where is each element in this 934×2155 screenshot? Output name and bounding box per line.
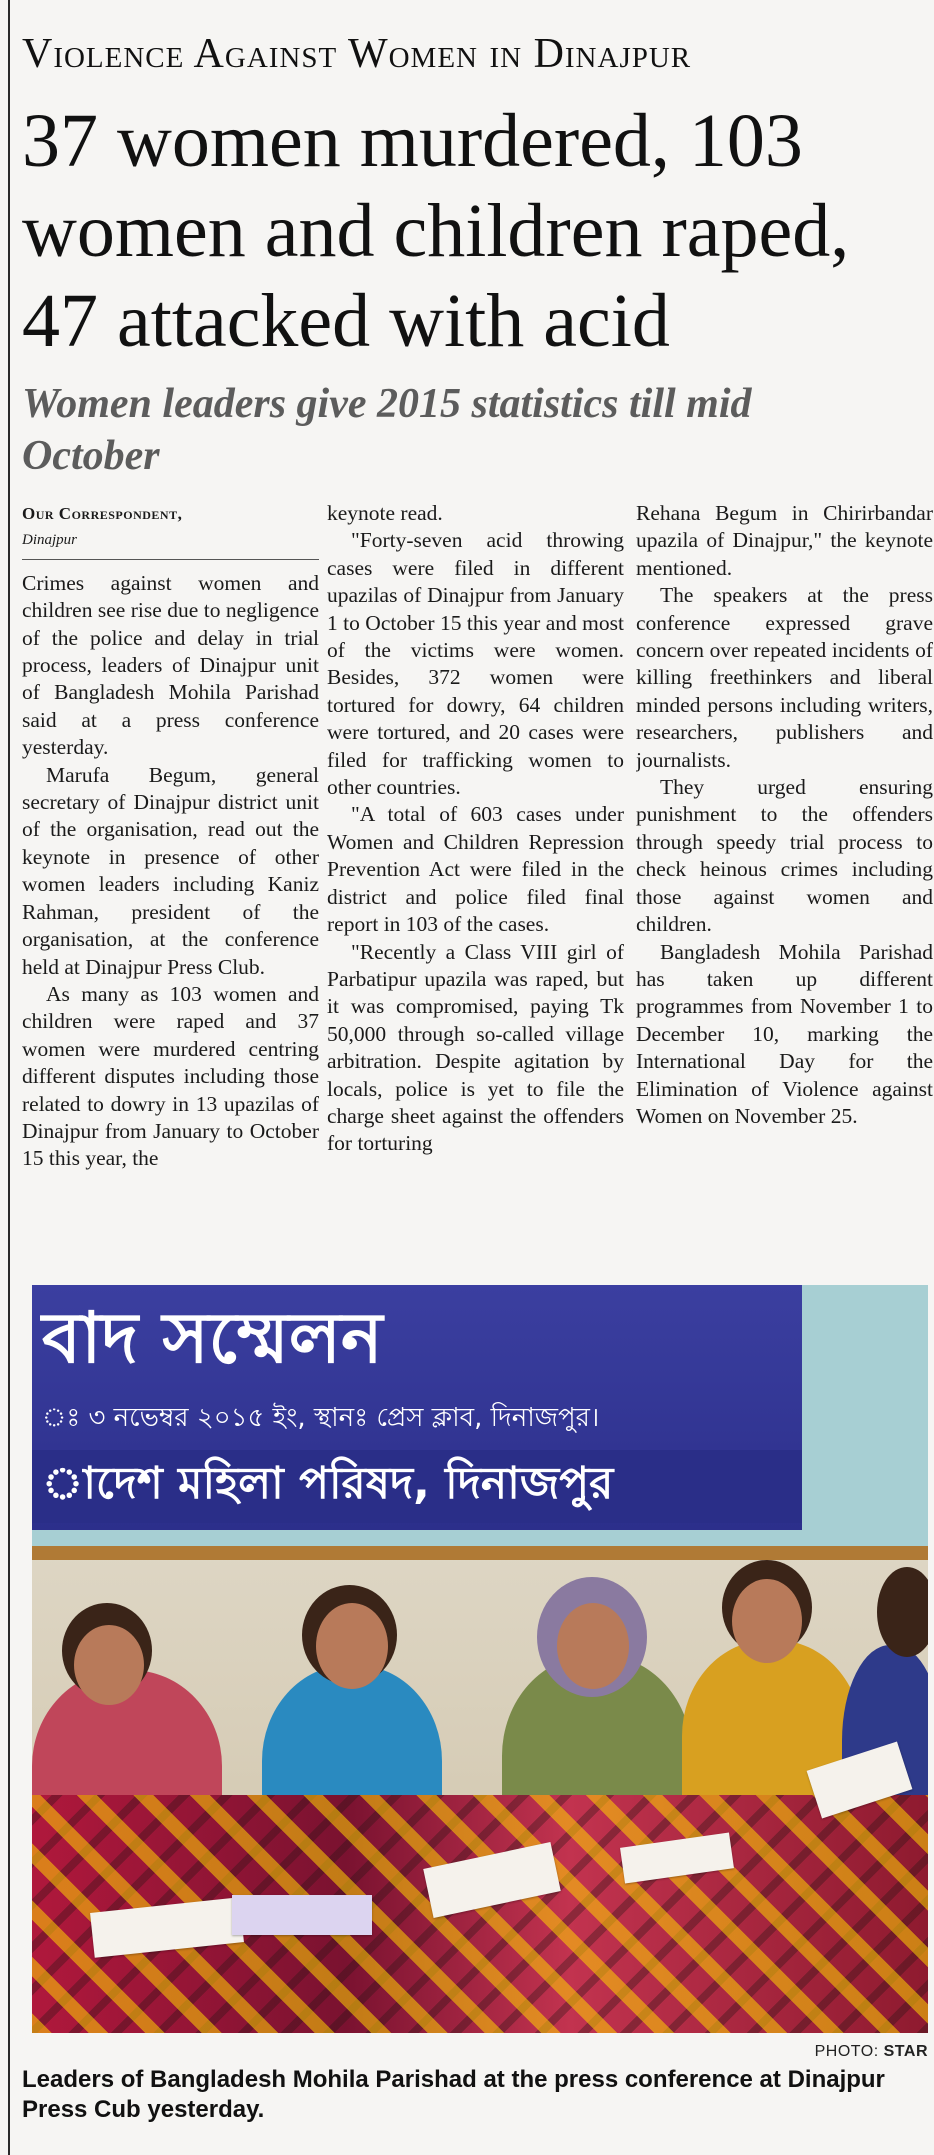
press-conference-photo bbox=[32, 1285, 928, 2033]
paragraph: They urged ensuring punishment to the offenders through speedy trial process to check heinous crimes including those against women and children. bbox=[636, 775, 933, 937]
woman-3-face bbox=[557, 1603, 629, 1689]
woman-5-hair bbox=[877, 1567, 928, 1657]
article-column-1 bbox=[22, 500, 319, 1270]
article-column-3 bbox=[636, 500, 933, 1270]
paragraph: Bangladesh Mohila Parishad has taken up different programmes from November 1 to December 10, marking the International Day for the Elimination of Violence against Women on November 25. bbox=[636, 939, 933, 1128]
woman-2-face bbox=[316, 1603, 388, 1689]
woman-4-face bbox=[732, 1579, 802, 1663]
byline bbox=[22, 500, 319, 560]
paragraph: Marufa Begum, general secretary of Dinajpur district unit of the organisation, read out the keynote in presence of other women leaders including Kaniz Rahman, president of the organisation, at the conference held at Dinajpur Press Club. bbox=[22, 762, 319, 979]
subhead: Women leaders give 2015 statistics till mid October bbox=[22, 381, 752, 479]
headline: 37 women murdered, 103 women and children raped, 47 attacked with acid bbox=[22, 99, 850, 363]
paper-2 bbox=[232, 1895, 372, 1935]
paragraph: "Recently a Class VIII girl of Parbatipur upazila was raped, but it was compromised, paying Tk 50,000 through so-called village arbitration. Despite agitation by locals, police is yet to file the charge sheet against the offenders for torturing bbox=[327, 939, 624, 1156]
banner-date-venue: ঃ ৩ নভেম্বর ২০১৫ ইং, স্থানঃ প্রেস ক্লাব, দিনাজপুর। bbox=[42, 1403, 600, 1433]
photo-credit bbox=[700, 2043, 928, 2061]
banner bbox=[32, 1285, 802, 1530]
byline-place: Dinajpur bbox=[22, 532, 78, 549]
woman-1-face bbox=[74, 1625, 144, 1705]
paragraph: Crimes against women and children see rise due to negligence of the police and delay in trial process, leaders of Dinajpur unit of Bangladesh Mohila Parishad said at a press conference yesterday. bbox=[22, 570, 319, 760]
byline-author: Our Correspondent, bbox=[22, 504, 183, 523]
photo-credit-label: PHOTO: bbox=[814, 2043, 879, 2060]
photo-caption: Leaders of Bangladesh Mohila Parishad at the press conference at Dinajpur Press Cub yesterday. bbox=[22, 2066, 885, 2123]
kicker: Violence Against Women in Dinajpur bbox=[22, 31, 692, 77]
paragraph: "A total of 603 cases under Women and Children Repression Prevention Act were filed in the district and police filed final report in 103 of the cases. bbox=[327, 802, 624, 937]
banner-organisation: াদেশ মহিলা পরিষদ, দিনাজপুর bbox=[32, 1450, 802, 1523]
paragraph: keynote read. bbox=[327, 501, 443, 525]
paragraph: The speakers at the press conference expressed grave concern over repeated incidents of killing freethinkers and liberal minded persons including writers, researchers, publishers and journalists. bbox=[636, 583, 933, 772]
left-border-rule bbox=[8, 0, 10, 2155]
article-column-2 bbox=[327, 500, 624, 1270]
photo-credit-source: STAR bbox=[883, 2043, 928, 2060]
paragraph: As many as 103 women and children were raped and 37 women were murdered centring different disputes including those related to dowry in 13 upazilas of Dinajpur from January to October 15 this year, the bbox=[22, 981, 319, 1171]
paragraph: Rehana Begum in Chirirbandar upazila of Dinajpur," the keynote mentioned. bbox=[636, 501, 933, 580]
banner-title: বাদ সম্মেলন bbox=[42, 1297, 383, 1379]
paragraph: "Forty-seven acid throwing cases were filed in different upazilas of Dinajpur from January 1 to October 15 this year and most of the victims were women. Besides, 372 women were tortured for dowry, 64 children were tortured, and 20 cases were filed for trafficking women to other countries. bbox=[327, 528, 624, 800]
